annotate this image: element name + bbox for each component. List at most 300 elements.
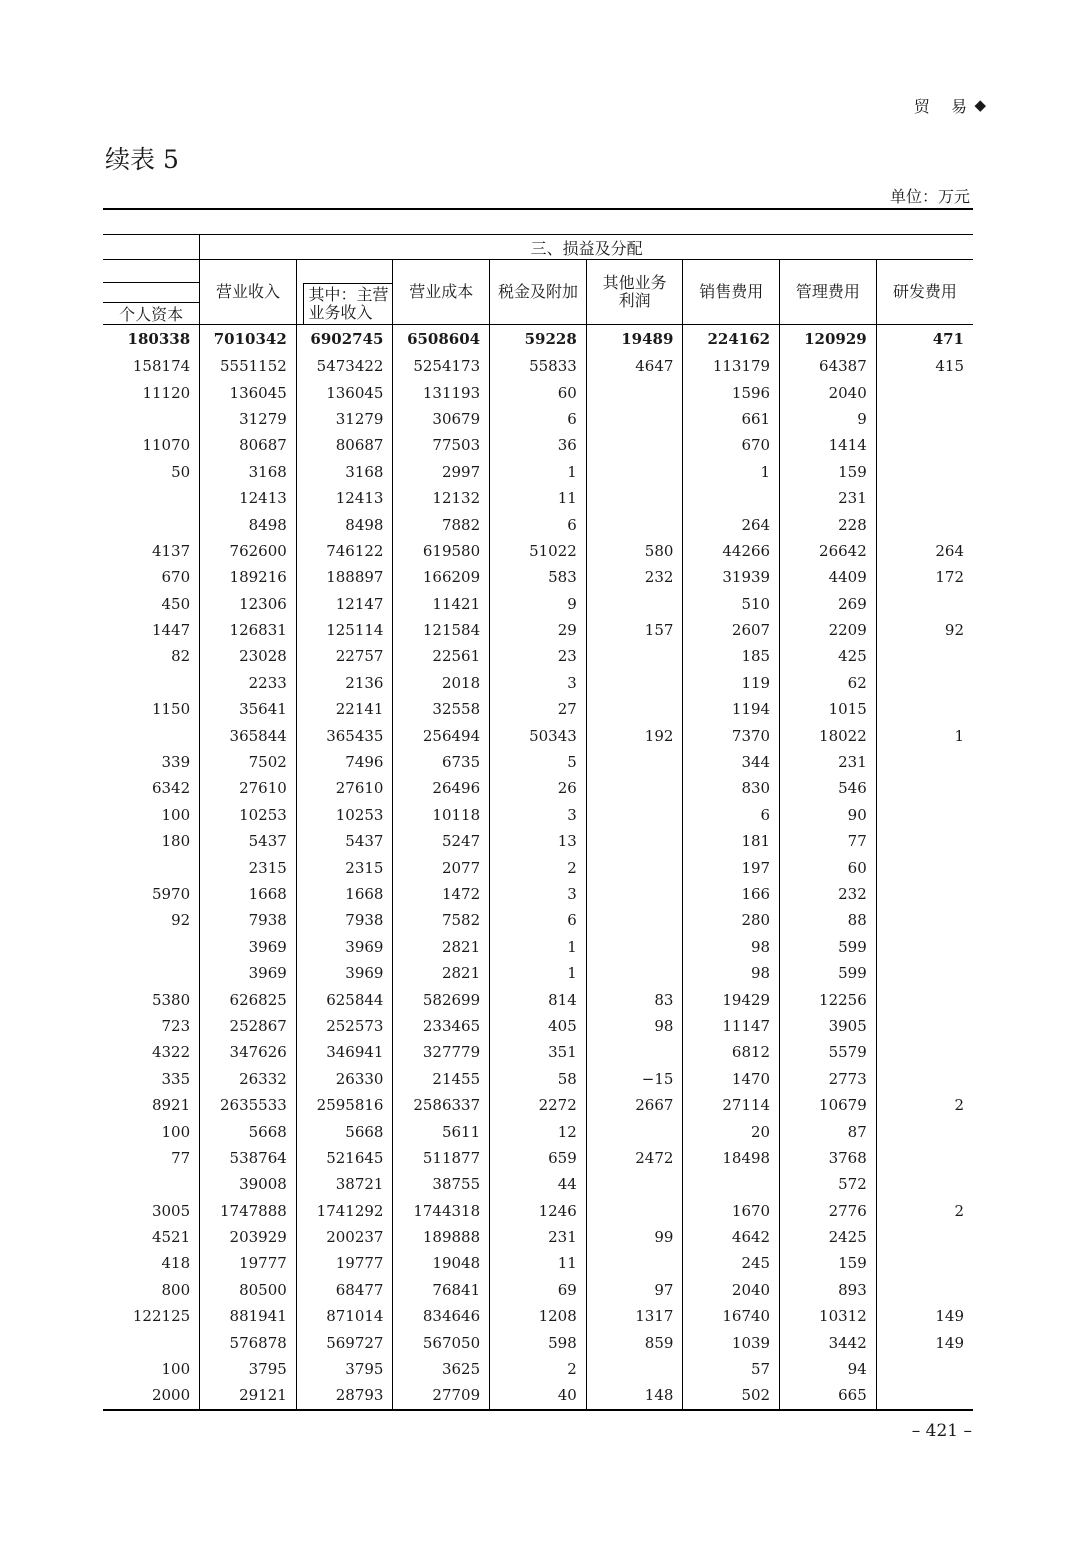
table-cell: 31939	[683, 564, 780, 590]
table-row	[103, 670, 973, 696]
table-cell	[103, 1329, 200, 1355]
table-cell: 200237	[296, 1224, 393, 1250]
group-header: 三、损益及分配	[200, 235, 973, 260]
table-cell: 569727	[296, 1329, 393, 1355]
table-cell: 77	[780, 828, 877, 854]
table-cell: 2425	[780, 1224, 877, 1250]
table-cell: 13	[490, 828, 587, 854]
table-cell: 365844	[200, 722, 297, 748]
table-cell: 1670	[683, 1198, 780, 1224]
table-cell: 2136	[296, 670, 393, 696]
table-row	[103, 1224, 973, 1250]
table-cell: 521645	[296, 1145, 393, 1171]
table-cell: 3768	[780, 1145, 877, 1171]
table-cell: 80500	[200, 1277, 297, 1303]
table-row	[103, 907, 973, 933]
table-cell: −15	[586, 1066, 683, 1092]
table-cell: 619580	[393, 538, 490, 564]
table-cell	[876, 1356, 973, 1382]
table-cell: 51022	[490, 538, 587, 564]
table-cell: 148	[586, 1382, 683, 1409]
table-cell: 12413	[200, 485, 297, 511]
table-cell: 346941	[296, 1039, 393, 1065]
table-cell: 347626	[200, 1039, 297, 1065]
table-cell	[876, 986, 973, 1012]
table-cell	[586, 749, 683, 775]
table-cell	[876, 511, 973, 537]
table-cell: 10679	[780, 1092, 877, 1118]
column-header-operating-cost: 营业成本	[393, 260, 490, 325]
table-cell: 26642	[780, 538, 877, 564]
table-cell: 425	[780, 643, 877, 669]
table-cell: 180	[161, 832, 191, 851]
table-row	[103, 775, 973, 801]
table-cell: 5380	[151, 990, 191, 1009]
table-cell: 599	[780, 934, 877, 960]
table-row	[103, 1356, 973, 1382]
table-cell: 7010342	[200, 325, 297, 354]
table-cell: 29	[490, 617, 587, 643]
table-cell: 626825	[200, 986, 297, 1012]
table-cell: 19777	[296, 1250, 393, 1276]
table-cell: 2315	[296, 854, 393, 880]
table-cell: 30679	[393, 406, 490, 432]
table-cell: 5579	[780, 1039, 877, 1065]
table-cell: 7496	[296, 749, 393, 775]
table-cell: 3168	[200, 459, 297, 485]
table-cell: 510	[683, 591, 780, 617]
table-cell: 576878	[200, 1329, 297, 1355]
table-cell: 83	[586, 986, 683, 1012]
table-cell	[876, 802, 973, 828]
table-cell	[103, 1171, 200, 1197]
table-cell: 881941	[200, 1303, 297, 1329]
table-cell: 5437	[296, 828, 393, 854]
table-cell: 2586337	[393, 1092, 490, 1118]
table-cell: 58	[490, 1066, 587, 1092]
table-cell: 26496	[393, 775, 490, 801]
table-cell: 8498	[200, 511, 297, 537]
table-cell	[876, 1145, 973, 1171]
table-cell: 231	[490, 1224, 587, 1250]
table-cell: 450	[161, 594, 191, 613]
table-cell: 659	[490, 1145, 587, 1171]
page-title: 续表 5	[105, 145, 179, 174]
table-cell: 3005	[151, 1201, 191, 1220]
table-cell: 50	[171, 462, 191, 481]
table-cell: 670	[683, 432, 780, 458]
table-cell: 36	[490, 432, 587, 458]
table-cell: 27610	[200, 775, 297, 801]
table-row	[103, 1277, 973, 1303]
table-cell: 99	[586, 1224, 683, 1250]
table-cell	[586, 432, 683, 458]
table-cell: 1741292	[296, 1198, 393, 1224]
table-cell: 197	[683, 854, 780, 880]
table-cell: 1447	[151, 621, 191, 640]
table-cell	[586, 670, 683, 696]
table-row	[103, 854, 973, 880]
table-row	[103, 1092, 973, 1118]
table-cell	[103, 960, 200, 986]
table-cell: 35641	[200, 696, 297, 722]
table-cell	[876, 907, 973, 933]
table-cell: 665	[780, 1382, 877, 1409]
table-cell	[876, 1171, 973, 1197]
table-cell	[586, 511, 683, 537]
table-row	[103, 1118, 973, 1144]
total-row	[103, 325, 973, 354]
table-cell: 11	[490, 485, 587, 511]
table-cell: 2	[876, 1092, 973, 1118]
table-cell: 22141	[296, 696, 393, 722]
table-cell: 10312	[780, 1303, 877, 1329]
table-cell: 23	[490, 643, 587, 669]
table-cell: 12	[490, 1118, 587, 1144]
table-cell	[586, 881, 683, 907]
table-row	[103, 1303, 973, 1329]
table-cell: 1	[490, 960, 587, 986]
table-cell: 2315	[200, 854, 297, 880]
table-cell	[876, 1066, 973, 1092]
table-cell: 252573	[296, 1013, 393, 1039]
table-cell: 64387	[780, 353, 877, 379]
table-cell: 3442	[780, 1329, 877, 1355]
table-cell: 122125	[132, 1307, 191, 1326]
table-cell	[876, 775, 973, 801]
table-cell: 68477	[296, 1277, 393, 1303]
table-cell: 6	[683, 802, 780, 828]
table-cell: 50343	[490, 722, 587, 748]
table-cell	[876, 1013, 973, 1039]
table-cell	[876, 854, 973, 880]
table-cell	[876, 960, 973, 986]
column-header-operating-revenue: 营业收入	[200, 260, 297, 325]
column-header-admin-expenses: 管理费用	[780, 260, 877, 325]
column-header-main-business-revenue: 其中：主营 业务收入	[296, 260, 393, 325]
table-cell	[586, 828, 683, 854]
table-cell: 1194	[683, 696, 780, 722]
table-cell: 87	[780, 1118, 877, 1144]
table-cell: 181	[683, 828, 780, 854]
table-cell: 670	[161, 568, 191, 587]
table-cell: 830	[683, 775, 780, 801]
table-cell: 7938	[296, 907, 393, 933]
table-cell: 119	[683, 670, 780, 696]
table-cell: 893	[780, 1277, 877, 1303]
table-cell: 2607	[683, 617, 780, 643]
table-cell	[586, 1198, 683, 1224]
table-cell: 2018	[393, 670, 490, 696]
table-cell: 10253	[296, 802, 393, 828]
table-cell: 23028	[200, 643, 297, 669]
table-cell	[876, 1277, 973, 1303]
table-cell: 26332	[200, 1066, 297, 1092]
table-cell: 1	[490, 459, 587, 485]
table-cell: 19777	[200, 1250, 297, 1276]
table-cell: 26	[490, 775, 587, 801]
table-cell: 18022	[780, 722, 877, 748]
table-cell: 11421	[393, 591, 490, 617]
table-cell: 4642	[683, 1224, 780, 1250]
table-cell	[876, 459, 973, 485]
table-cell: 2773	[780, 1066, 877, 1092]
table-cell: 762600	[200, 538, 297, 564]
table-cell: 2209	[780, 617, 877, 643]
table-cell	[586, 960, 683, 986]
page-number: – 421 –	[911, 1421, 972, 1441]
table-cell: 22757	[296, 643, 393, 669]
column-header-selling-expenses: 销售费用	[683, 260, 780, 325]
table-cell: 80687	[200, 432, 297, 458]
table-row	[103, 564, 973, 590]
table-cell	[586, 854, 683, 880]
table-cell: 3	[490, 802, 587, 828]
table-cell: 264	[876, 538, 973, 564]
table-cell: 98	[683, 934, 780, 960]
table-top-rule	[103, 208, 973, 210]
table-row	[103, 828, 973, 854]
table-cell: 546	[780, 775, 877, 801]
table-cell: 159	[780, 459, 877, 485]
table-cell: 27	[490, 696, 587, 722]
table-cell	[876, 406, 973, 432]
table-cell: 12306	[200, 591, 297, 617]
table-cell: 5611	[393, 1118, 490, 1144]
table-row	[103, 379, 973, 405]
table-row	[103, 1329, 973, 1355]
table-cell: 264	[683, 511, 780, 537]
table-cell: 1	[876, 722, 973, 748]
table-cell: 5970	[151, 885, 191, 903]
table-cell: 2	[876, 1198, 973, 1224]
table-cell: 80687	[296, 432, 393, 458]
table-cell: 166	[683, 881, 780, 907]
table-cell: 6508604	[393, 325, 490, 354]
table-cell: 5254173	[393, 353, 490, 379]
table-cell: 120929	[780, 325, 877, 354]
table-cell: 232	[586, 564, 683, 590]
table-cell: 228	[780, 511, 877, 537]
table-cell: 1246	[490, 1198, 587, 1224]
table-cell: 188897	[296, 564, 393, 590]
table-cell	[876, 1382, 973, 1409]
table-cell: 232	[780, 881, 877, 907]
table-cell: 185	[683, 643, 780, 669]
table-cell	[103, 854, 200, 880]
table-cell: 9	[780, 406, 877, 432]
table-cell: 192	[586, 722, 683, 748]
table-cell: 2	[490, 1356, 587, 1382]
table-cell: 44	[490, 1171, 587, 1197]
table-cell: 121584	[393, 617, 490, 643]
table-cell: 7370	[683, 722, 780, 748]
table-cell	[876, 696, 973, 722]
table-cell: 1414	[780, 432, 877, 458]
table-cell: 572	[780, 1171, 877, 1197]
table-row	[103, 1066, 973, 1092]
table-cell: 344	[683, 749, 780, 775]
table-cell: 1596	[683, 379, 780, 405]
table-cell: 5247	[393, 828, 490, 854]
table-cell: 88	[780, 907, 877, 933]
table-cell: 405	[490, 1013, 587, 1039]
table-cell	[586, 1250, 683, 1276]
table-cell: 97	[586, 1277, 683, 1303]
table-cell: 471	[876, 325, 973, 354]
table-cell: 12132	[393, 485, 490, 511]
diamond-icon: ◆	[974, 96, 986, 114]
table-cell: 98	[683, 960, 780, 986]
table-cell: 1	[683, 459, 780, 485]
table-cell	[586, 907, 683, 933]
table-cell: 2776	[780, 1198, 877, 1224]
table-cell: 44266	[683, 538, 780, 564]
table-cell: 4521	[151, 1228, 191, 1247]
table-cell: 7582	[393, 907, 490, 933]
table-cell	[876, 432, 973, 458]
table-cell: 7502	[200, 749, 297, 775]
table-cell: 871014	[296, 1303, 393, 1329]
column-header-personal-capital: 个人资本	[103, 260, 200, 325]
table-row	[103, 406, 973, 432]
table-cell: 11147	[683, 1013, 780, 1039]
table-cell: 2040	[780, 379, 877, 405]
table-row	[103, 1382, 973, 1409]
table-cell: 189216	[200, 564, 297, 590]
table-cell: 90	[780, 802, 877, 828]
table-cell: 1668	[200, 881, 297, 907]
table-cell: 22561	[393, 643, 490, 669]
table-cell: 92	[876, 617, 973, 643]
table-cell: 2997	[393, 459, 490, 485]
table-cell: 6342	[151, 779, 191, 798]
table-cell: 12147	[296, 591, 393, 617]
table-cell: 1	[490, 934, 587, 960]
table-cell: 2821	[393, 960, 490, 986]
table-cell: 5668	[200, 1118, 297, 1144]
table-cell: 599	[780, 960, 877, 986]
table-row	[103, 1013, 973, 1039]
table-cell: 28793	[296, 1382, 393, 1409]
table-row	[103, 643, 973, 669]
table-cell: 1472	[393, 881, 490, 907]
table-cell: 38755	[393, 1171, 490, 1197]
table-row	[103, 881, 973, 907]
table-cell: 5	[490, 749, 587, 775]
table-cell: 3905	[780, 1013, 877, 1039]
table-cell: 231	[780, 485, 877, 511]
table-cell: 18498	[683, 1145, 780, 1171]
table-cell: 3969	[200, 934, 297, 960]
table-cell	[586, 459, 683, 485]
table-cell: 3	[490, 670, 587, 696]
table-cell	[876, 591, 973, 617]
table-cell: 5551152	[200, 353, 297, 379]
data-table	[103, 234, 973, 1411]
table-cell: 10118	[393, 802, 490, 828]
table-row	[103, 1198, 973, 1224]
table-cell	[103, 722, 200, 748]
table-row	[103, 591, 973, 617]
table-cell: 1208	[490, 1303, 587, 1329]
table-cell: 21455	[393, 1066, 490, 1092]
table-cell	[586, 775, 683, 801]
table-cell: 661	[683, 406, 780, 432]
table-cell	[876, 1224, 973, 1250]
table-cell	[876, 670, 973, 696]
table-cell: 10253	[200, 802, 297, 828]
table-cell: 1039	[683, 1329, 780, 1355]
table-cell: 746122	[296, 538, 393, 564]
unit-label: 单位：万元	[889, 187, 970, 206]
table-row	[103, 617, 973, 643]
table-cell	[876, 828, 973, 854]
table-cell: 6	[490, 907, 587, 933]
table-cell: 19048	[393, 1250, 490, 1276]
table-cell	[586, 934, 683, 960]
table-cell: 12256	[780, 986, 877, 1012]
table-cell: 1015	[780, 696, 877, 722]
table-cell: 6	[490, 406, 587, 432]
table-cell	[876, 1118, 973, 1144]
table-cell: 60	[490, 379, 587, 405]
table-row	[103, 1171, 973, 1197]
table-cell: 16740	[683, 1303, 780, 1329]
table-cell: 59228	[490, 325, 587, 354]
data-table-container	[103, 208, 973, 1411]
table-cell: 157	[586, 617, 683, 643]
table-cell: 77503	[393, 432, 490, 458]
table-cell: 418	[161, 1254, 191, 1273]
table-cell: 625844	[296, 986, 393, 1012]
table-cell	[586, 485, 683, 511]
table-cell: 511877	[393, 1145, 490, 1171]
table-cell	[586, 379, 683, 405]
table-cell: 834646	[393, 1303, 490, 1329]
table-cell: 82	[171, 647, 191, 666]
table-cell: 3969	[296, 934, 393, 960]
table-cell: 7938	[200, 907, 297, 933]
table-cell: 1747888	[200, 1198, 297, 1224]
table-cell: 203929	[200, 1224, 297, 1250]
running-header: 贸 易	[913, 97, 975, 116]
table-cell: 100	[161, 805, 191, 824]
table-cell: 582699	[393, 986, 490, 1012]
table-cell: 6902745	[296, 325, 393, 354]
table-cell	[586, 591, 683, 617]
table-cell	[103, 485, 200, 511]
table-cell: 159	[780, 1250, 877, 1276]
table-cell	[586, 1171, 683, 1197]
table-cell	[586, 802, 683, 828]
table-cell	[103, 511, 200, 537]
table-cell: 1150	[151, 700, 191, 719]
table-cell: 113179	[683, 353, 780, 379]
table-row	[103, 960, 973, 986]
table-cell: 580	[586, 538, 683, 564]
table-cell: 224162	[683, 325, 780, 354]
table-cell: 158174	[132, 357, 191, 376]
table-cell	[103, 934, 200, 960]
table-cell: 1470	[683, 1066, 780, 1092]
table-cell: 2000	[103, 1382, 200, 1409]
table-row	[103, 353, 973, 379]
table-cell: 3795	[200, 1356, 297, 1382]
table-cell: 4409	[780, 564, 877, 590]
column-header-taxes-surcharges: 税金及附加	[490, 260, 587, 325]
table-cell: 76841	[393, 1277, 490, 1303]
